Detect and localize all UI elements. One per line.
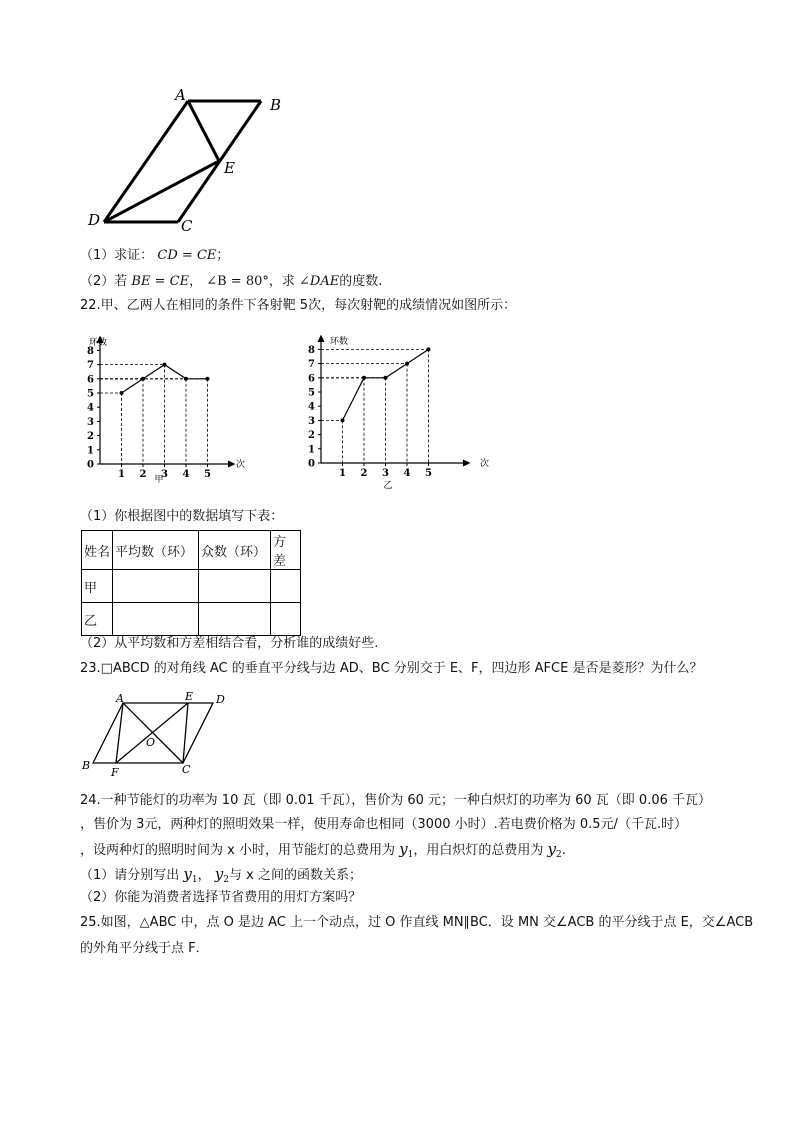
chart-jia-axes — [97, 337, 234, 467]
xtick-label: 5 — [425, 468, 432, 479]
ytick-label: 5 — [308, 387, 315, 399]
ytick-label: 4 — [87, 402, 94, 414]
segment-ae — [188, 101, 219, 161]
q22-part1: （1）你根据图中的数据填写下表： — [80, 509, 284, 524]
math-cd-eq-ce: CD = CE — [157, 248, 217, 263]
point-label-f: F — [111, 766, 119, 779]
chart-yi-xlabel: 次 — [480, 459, 490, 469]
ytick-label: 0 — [308, 458, 315, 470]
chart-jia-ylabel: 环数 — [89, 338, 108, 348]
chart-jia — [84, 334, 264, 494]
data-point — [427, 347, 431, 351]
ytick-label: 0 — [87, 459, 94, 471]
xtick-label: 3 — [161, 469, 168, 480]
chart-yi — [305, 333, 500, 493]
ytick-label: 2 — [308, 430, 315, 442]
math-y2: $y_2$ — [547, 840, 562, 860]
table-cell-input[interactable] — [199, 570, 271, 603]
q22-title: 22.甲、乙两人在相同的条件下各射靶 5次，每次射靶的成绩情况如图所示： — [80, 298, 517, 313]
chart-yi-title: 乙 — [383, 481, 393, 491]
point-label-e: E — [185, 690, 194, 703]
ytick-label: 8 — [87, 345, 94, 357]
chart-yi-ylabel: 环数 — [330, 337, 349, 347]
q24-line3: ，设两种灯的照明时间为 x 小时，用节能灯的总费用为 $y_1$，用白炽灯的总费用为 $y_2$. — [80, 840, 566, 860]
q23-title: 23.□ABCD 的对角线 AC 的垂直平分线与边 AD、BC 分别交于 E、F，四边形 AFCE 是否是菱形？为什么？ — [80, 661, 703, 676]
xtick-label: 2 — [360, 468, 368, 479]
point-label-b: B — [82, 759, 91, 772]
table-cell-input[interactable] — [271, 570, 301, 603]
point-label-e: E — [224, 159, 235, 177]
segment-ad — [104, 101, 188, 222]
table-cell-input[interactable] — [271, 603, 301, 636]
score-table — [81, 530, 301, 636]
data-point — [405, 362, 409, 366]
ytick-label: 5 — [87, 388, 94, 400]
ytick-label: 6 — [87, 374, 94, 386]
table-cell-input[interactable] — [113, 603, 199, 636]
chart-jia-xlabel: 次 — [236, 460, 246, 470]
data-point — [341, 418, 345, 422]
figure-q23 — [78, 686, 238, 782]
xtick-label: 4 — [403, 468, 411, 479]
point-label-b: B — [270, 96, 282, 114]
figure-q21 — [80, 82, 300, 234]
q21-part2: （2）若 BE = CE， ∠B = 80°，求 ∠DAE的度数. — [80, 274, 383, 289]
q24-line1: 24.一种节能灯的功率为 10 瓦（即 0.01 千瓦），售价为 60 元；一种白炽灯的功率为 60 瓦（即 0.06 千瓦） — [80, 793, 712, 808]
table-cell-input[interactable] — [113, 570, 199, 603]
table-header-cell: 姓名 — [82, 531, 113, 570]
xtick-label: 5 — [204, 469, 211, 480]
point-label-d: D — [216, 693, 225, 706]
ytick-label: 2 — [87, 431, 94, 443]
data-point — [163, 363, 167, 367]
point-label-d: D — [88, 211, 101, 229]
table-header-cell: 众数（环） — [199, 531, 271, 570]
segment-af — [116, 703, 123, 763]
ytick-label: 3 — [308, 415, 315, 427]
xtick-label: 3 — [382, 468, 389, 479]
point-label-o: O — [146, 736, 156, 749]
xtick-label: 2 — [139, 469, 147, 480]
q24-line2: ，售价为 3元，两种灯的照明效果一样，使用寿命也相同（3000 小时）.若电费价格为 0.5元/（千瓦.时） — [80, 817, 688, 832]
ytick-label: 6 — [308, 373, 315, 385]
ytick-label: 1 — [87, 445, 94, 457]
q25-line1: 25.如图，△ABC 中，点 O 是边 AC 上一个动点，过 O 作直线 MN∥BC．设 MN 交∠ACB 的平分线于点 E，交∠ACB — [80, 915, 754, 930]
segment-bc — [178, 101, 261, 222]
chart-yi-axes — [318, 336, 469, 466]
table-row — [82, 570, 301, 603]
xtick-label: 4 — [182, 469, 190, 480]
q24-part2: （2）你能为消费者选择节省费用的用灯方案吗？ — [80, 890, 362, 905]
ytick-label: 4 — [308, 401, 315, 413]
data-point — [184, 377, 188, 381]
data-point — [120, 391, 124, 395]
segment-de — [104, 161, 219, 222]
data-point — [384, 376, 388, 380]
xtick-label: 1 — [339, 468, 346, 479]
q25-line2: 的外角平分线于点 F． — [80, 941, 209, 956]
xtick-label: 1 — [118, 469, 125, 480]
data-point — [362, 376, 366, 380]
table-cell-name: 乙 — [82, 603, 113, 636]
ytick-label: 7 — [308, 359, 315, 371]
segment-ef — [116, 703, 188, 763]
table-header-cell: 平均数（环） — [113, 531, 199, 570]
point-label-a: A — [175, 86, 186, 104]
series-line — [122, 365, 208, 393]
ytick-label: 3 — [87, 416, 94, 428]
math-y1: $y_1$ — [183, 865, 198, 885]
q21-part1: （1）求证： CD = CE； — [80, 248, 230, 263]
point-label-c: C — [181, 217, 193, 234]
q22-part2: （2）从平均数和方差相结合看，分析谁的成绩好些. — [80, 636, 379, 651]
table-cell-name: 甲 — [82, 570, 113, 603]
q24-part1: （1）请分别写出 $y_1$， $y_2$与 x 之间的函数关系； — [80, 865, 362, 885]
chart-jia-title: 甲 — [154, 475, 164, 485]
table-cell-input[interactable] — [199, 603, 271, 636]
point-label-a: A — [116, 692, 124, 705]
math-y1: $y_1$ — [399, 840, 414, 860]
data-point — [206, 377, 210, 381]
ytick-label: 8 — [308, 344, 315, 356]
math-y2: $y_2$ — [214, 865, 230, 885]
table-row — [82, 603, 301, 636]
table-header-row — [82, 531, 301, 570]
ytick-label: 7 — [87, 360, 94, 372]
data-point — [141, 377, 145, 381]
table-header-cell: 方差 — [271, 531, 301, 570]
point-label-c: C — [182, 763, 191, 776]
ytick-label: 1 — [308, 444, 315, 456]
